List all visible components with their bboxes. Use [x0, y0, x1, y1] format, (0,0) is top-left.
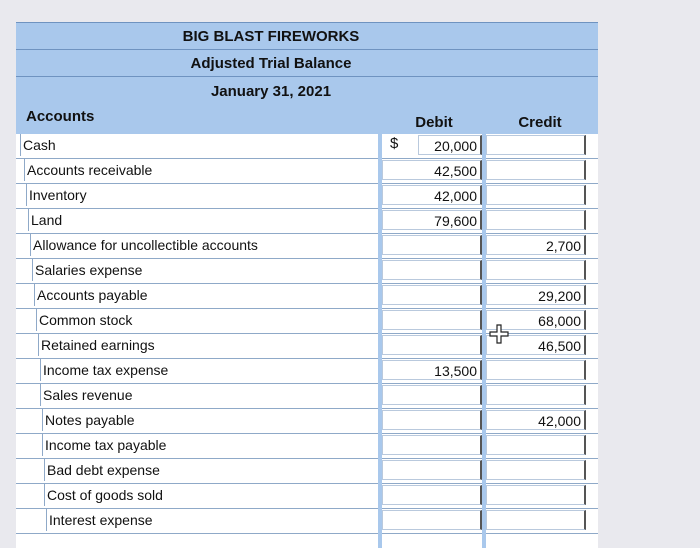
trial-balance-sheet [16, 22, 598, 548]
accounts-column-header: Accounts [16, 104, 378, 128]
account-row [16, 334, 598, 359]
credit-input[interactable]: 68,000 [486, 310, 586, 330]
debit-input[interactable] [382, 335, 482, 355]
debit-input[interactable] [382, 410, 482, 430]
credit-input[interactable] [486, 485, 586, 505]
credit-input[interactable] [486, 510, 586, 530]
account-row [16, 209, 598, 234]
credit-input[interactable] [486, 160, 586, 180]
account-row [16, 234, 598, 259]
credit-input[interactable] [486, 185, 586, 205]
credit-input[interactable] [486, 385, 586, 405]
statement-title-bar [16, 49, 598, 76]
credit-input[interactable] [486, 360, 586, 380]
credit-input[interactable]: 46,500 [486, 335, 586, 355]
statement-title: Adjusted Trial Balance [190, 54, 352, 72]
account-name-field[interactable]: Income tax expense [40, 359, 377, 381]
account-row [16, 184, 598, 209]
account-name-field[interactable]: Common stock [36, 309, 377, 331]
account-name-field[interactable]: Accounts payable [34, 284, 377, 306]
account-name-field[interactable]: Land [28, 209, 377, 231]
debit-input[interactable] [382, 285, 482, 305]
account-name-field[interactable]: Salaries expense [32, 259, 377, 281]
debit-input[interactable]: 42,000 [382, 185, 482, 205]
account-name-field[interactable]: Income tax payable [42, 434, 377, 456]
account-row [16, 309, 598, 334]
debit-input[interactable]: 20,000 [418, 135, 482, 155]
debit-input[interactable] [382, 235, 482, 255]
company-name-bar [16, 22, 598, 49]
account-row [16, 159, 598, 184]
statement-date: January 31, 2021 [210, 82, 332, 100]
account-name-field[interactable]: Notes payable [42, 409, 377, 431]
debit-input[interactable] [382, 510, 482, 530]
account-name-field[interactable]: Interest expense [46, 509, 377, 531]
account-name-field[interactable]: Retained earnings [38, 334, 377, 356]
debit-input[interactable]: 42,500 [382, 160, 482, 180]
account-row [16, 259, 598, 284]
debit-input[interactable] [382, 260, 482, 280]
dollar-sign: $ [390, 135, 399, 152]
credit-input[interactable] [486, 210, 586, 230]
account-row [16, 434, 598, 459]
debit-column-header: Debit [378, 110, 482, 134]
credit-column-header: Credit [482, 110, 598, 134]
credit-input[interactable] [486, 135, 586, 155]
debit-input[interactable] [382, 310, 482, 330]
company-name: BIG BLAST FIREWORKS [182, 27, 360, 45]
account-name-field[interactable]: Accounts receivable [24, 159, 377, 181]
credit-input[interactable]: 42,000 [486, 410, 586, 430]
credit-input[interactable] [486, 260, 586, 280]
account-row [16, 509, 598, 534]
account-name-field[interactable]: Allowance for uncollectible accounts [30, 234, 377, 256]
account-name-field[interactable]: Cost of goods sold [44, 484, 377, 506]
account-name-field[interactable]: Cash [20, 134, 377, 156]
account-row [16, 384, 598, 409]
debit-input[interactable] [382, 485, 482, 505]
account-row [16, 409, 598, 434]
account-name-field[interactable]: Inventory [26, 184, 377, 206]
account-name-field[interactable]: Bad debt expense [44, 459, 377, 481]
account-row [16, 459, 598, 484]
credit-input[interactable]: 29,200 [486, 285, 586, 305]
credit-input[interactable] [486, 435, 586, 455]
move-cursor-icon [489, 324, 509, 344]
statement-date-bar [16, 76, 598, 105]
account-row [16, 484, 598, 509]
debit-input[interactable] [382, 385, 482, 405]
debit-input[interactable]: 79,600 [382, 210, 482, 230]
account-row [16, 359, 598, 384]
debit-input[interactable]: 13,500 [382, 360, 482, 380]
account-row [16, 284, 598, 309]
debit-input[interactable] [382, 435, 482, 455]
debit-input[interactable] [382, 460, 482, 480]
credit-input[interactable]: 2,700 [486, 235, 586, 255]
account-name-field[interactable]: Sales revenue [40, 384, 377, 406]
account-row [16, 134, 598, 159]
credit-input[interactable] [486, 460, 586, 480]
